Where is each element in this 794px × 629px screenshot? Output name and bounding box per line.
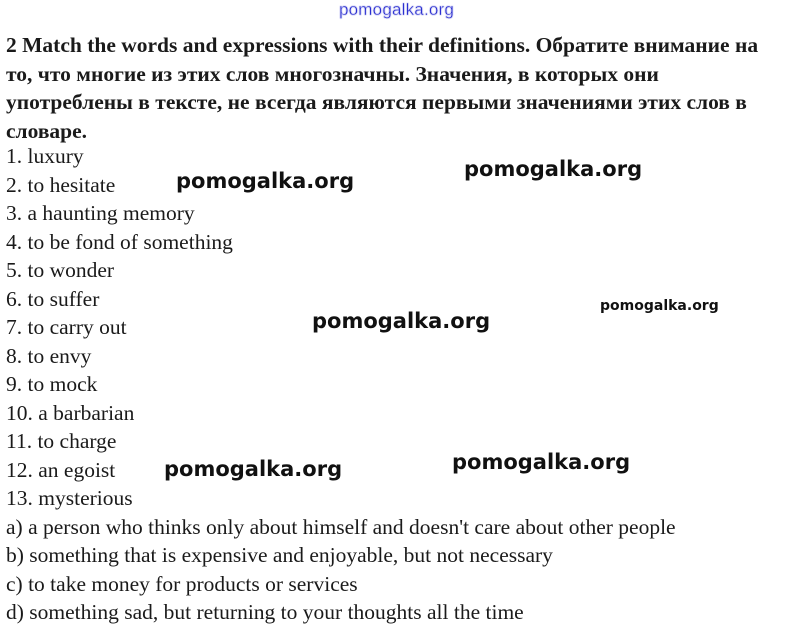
watermark: pomogalka.org (452, 450, 631, 474)
word-item: 11. to charge (6, 429, 117, 453)
word-item: 8. to envy (6, 343, 92, 368)
definition-item: c) to take money for products or services (6, 571, 358, 596)
word-item: 12. an egoist (6, 457, 116, 482)
word-item: 7. to carry out (6, 315, 127, 339)
definition-item: a) a person who thinks only about himself and doesn't care about other people (6, 514, 676, 539)
word-item: 6. to suffer (6, 286, 100, 311)
watermark: pomogalka.org (464, 157, 643, 181)
word-list (6, 142, 676, 627)
word-item: 4. to be fond of something (6, 229, 233, 254)
watermark: pomogalka.org (600, 298, 719, 314)
definition-item: b) something that is expensive and enjoyable, but not necessary (6, 543, 553, 567)
definition-item: d) something sad, but returning to your thoughts all the time (6, 600, 524, 624)
watermark-top: pomogalka.org (339, 0, 455, 19)
watermark: pomogalka.org (176, 169, 355, 193)
watermark: pomogalka.org (164, 457, 343, 481)
word-item: 9. to mock (6, 372, 98, 396)
task-heading: 2 Match the words and expressions with their definitions. Обратите внимание на то, что многие из этих слов многозначны. Значения, в которых они употреблены в тексте, не всегда являются первыми значениями этих слов в словаре. (6, 33, 759, 143)
watermark: pomogalka.org (312, 309, 491, 333)
word-item: 1. luxury (6, 144, 84, 168)
word-item: 10. a barbarian (6, 400, 135, 425)
word-item: 3. a haunting memory (6, 201, 195, 225)
word-item: 2. to hesitate (6, 172, 116, 197)
word-item: 5. to wonder (6, 258, 115, 282)
word-item: 13. mysterious (6, 486, 133, 510)
